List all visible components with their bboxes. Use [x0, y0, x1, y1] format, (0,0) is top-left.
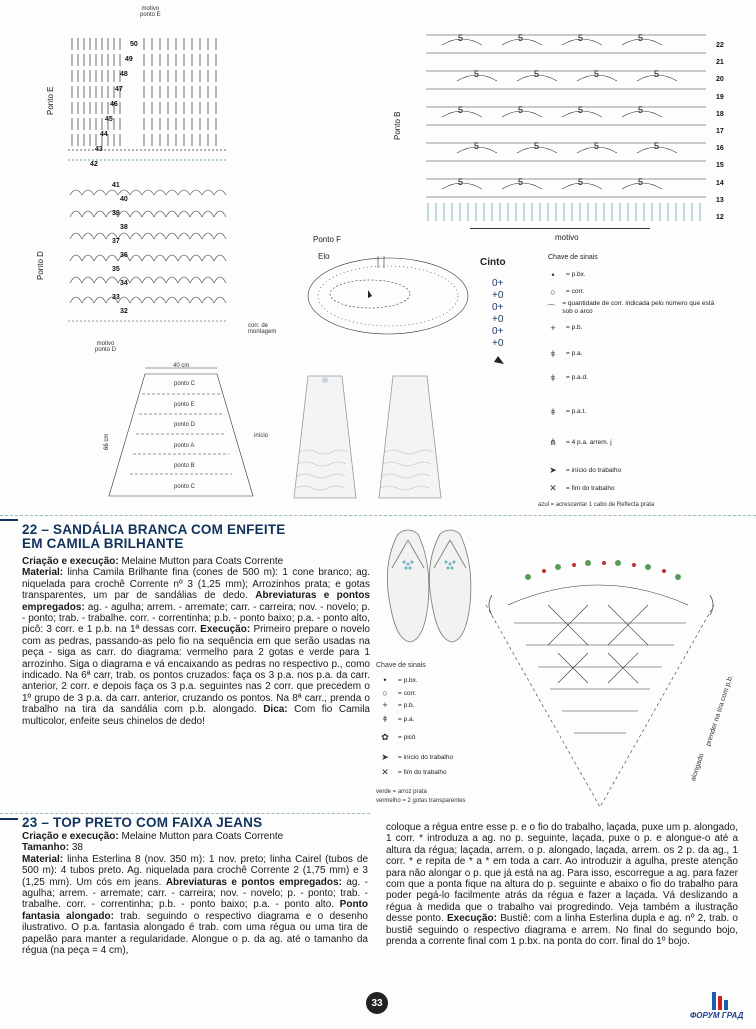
- sec22-legend-red: vermelho = 2 gotas transparentes: [376, 798, 466, 804]
- svg-text:5: 5: [534, 69, 540, 79]
- key-label: = 4 p.a. arrem. j: [566, 438, 612, 446]
- key-symbol-icon: ○: [382, 688, 388, 698]
- sec22-body: [22, 556, 370, 727]
- key-symbol-icon: ⌒: [546, 303, 556, 314]
- key-row: [540, 407, 720, 417]
- section-divider: [0, 515, 756, 516]
- sec23-body-col2: [386, 822, 738, 947]
- svg-text:5: 5: [578, 177, 584, 187]
- key-symbol-icon: ⋔: [549, 437, 557, 447]
- sec22-material: linha Camila Brilhante fina (cones de 500 m): 1 cone branco; ag. niquelada para crochê Corrente nº 3 (1,25 mm); Arrozinhos prata; e gotas transparentes, um par de sandálias de dedo.: [22, 567, 370, 602]
- row-number: 47: [115, 86, 123, 93]
- row-number: 17: [716, 128, 724, 135]
- ponto-f-diagram: [300, 250, 475, 345]
- key-symbol-icon: ǂ: [550, 407, 556, 417]
- key-row: [540, 323, 720, 333]
- svg-text:5: 5: [474, 69, 480, 79]
- sec23-tamanho-label: Tamanho:: [22, 842, 70, 854]
- key-label: = p.a.t.: [566, 408, 587, 415]
- skirt-width: 40 cm: [173, 363, 190, 369]
- sec22-criacao: Melaine Mutton para Coats Corrente: [118, 556, 284, 567]
- key-symbol-icon: +: [550, 323, 556, 333]
- ponto-d-label: Ponto D: [36, 251, 45, 280]
- key-label: = corr.: [398, 689, 417, 697]
- corr-montagem-label: corr. de montagem: [248, 323, 277, 335]
- cinto-label: Cinto: [480, 257, 506, 268]
- svg-text:5: 5: [654, 69, 660, 79]
- sec22-criacao-label: Criação e execução:: [22, 556, 119, 567]
- skirt-band-label: ponto B: [174, 463, 195, 469]
- sec23-body-col1: [22, 831, 368, 956]
- row-number: 13: [716, 196, 724, 204]
- key-label: = p.b.: [566, 324, 583, 331]
- page-number: 33: [366, 992, 388, 1014]
- row-number: 37: [112, 238, 120, 245]
- sec22-legend-green: verde = arroz prata: [376, 789, 427, 795]
- key-row: [540, 483, 720, 494]
- sec22-dica: Com fio Camila multicolor, enfeite seus chinelos de dedo!: [22, 704, 370, 727]
- key-label: = fim do trabalho: [566, 484, 615, 492]
- row-number: 43: [95, 146, 103, 153]
- svg-text:5: 5: [638, 33, 644, 43]
- section-divider-2: [0, 813, 370, 814]
- cinto-diagram: [488, 272, 528, 367]
- key-row: [372, 732, 482, 743]
- key-label: = quantidade de corr. indicada pelo número que está sob o arco: [562, 300, 715, 315]
- key-top-title: Chave de sinais: [548, 254, 598, 261]
- row-number: 36: [120, 252, 128, 259]
- row-number: 19: [716, 93, 724, 101]
- svg-text:5: 5: [578, 105, 584, 115]
- key-label: = início do trabalho: [398, 754, 454, 761]
- key-symbol-icon: ➤: [381, 752, 389, 762]
- sec23-material: linha Esterlina 8 (nov. 350 m): 1 nov. preto; linha Cairel (tubos de 500 m): 4 tubos preto. Ag. niquelada para crochê Corrente 2 (1,75 mm) e 3 (1,25 mm). Um cós em jeans.: [22, 853, 368, 888]
- row-number: 44: [100, 131, 108, 138]
- key-row: [372, 767, 482, 778]
- key-row: [540, 287, 720, 297]
- motivo-ponto-d: motivo ponto D: [95, 341, 117, 353]
- sec23-fantasia-label: Ponto fantasia alongado:: [22, 899, 368, 922]
- skirt-band-label: ponto E: [174, 401, 195, 408]
- watermark-text: ФОРУМ ГРАД: [690, 1011, 744, 1020]
- sec22-exec: Primeiro prepare o novelo com as pedras, passando-as pelo fio na sequência em que serão usadas na peça - siga as carr. do diagrama: vermelho para 2 gotas e verde para 1 arrozinho. Siga o diagrama e vá encaixando as pedras no respectivo p., como indicado. Na 6ª carr, trab. os pontos cruzados: faça os 3 p.a. nos p.a. da carr. anterior, 2 corr. e depois faça os 3 p.a. seguintes nas 2 corr. que precedem o 1º grupo de 3 p.a. da carr. anterior, cruzando os pontos. Na 8ª carr., prenda o trabalho na tira da sandália com p.b. alongado.: [22, 624, 370, 716]
- ponto-b-diagram: [422, 25, 712, 225]
- key-symbol-icon: ➤: [549, 465, 557, 475]
- key-row: [540, 300, 720, 316]
- key-symbol-icon: ǂ: [382, 714, 388, 724]
- sec23-tamanho: 38: [69, 842, 83, 854]
- sec22-accent: [0, 519, 18, 521]
- key-symbol-icon: +: [382, 700, 388, 710]
- key-label: = p.a.: [566, 350, 583, 357]
- ponto-e-label: Ponto E: [46, 86, 55, 115]
- row-number: 39: [112, 210, 120, 217]
- key-label: = p.bx.: [566, 271, 586, 278]
- key-symbol-icon: ○: [550, 287, 556, 297]
- sec23-criacao-label: Criação e execução:: [22, 831, 119, 842]
- key-row: [372, 700, 482, 710]
- sec22-title: 22 – SANDÁLIA BRANCA COM ENFEITE EM CAMILA BRILHANTE: [22, 522, 286, 551]
- svg-text:+0: +0: [492, 314, 504, 325]
- row-number: 34: [120, 280, 128, 287]
- sec22-triangle-diagram: [478, 545, 723, 815]
- row-number: 35: [112, 266, 120, 273]
- svg-text:+0: +0: [492, 290, 504, 301]
- sec22-dica-label: Dica:: [263, 704, 288, 716]
- row-number: 32: [120, 308, 128, 315]
- key-label: = p.a.d.: [566, 374, 588, 381]
- row-number: 38: [120, 224, 128, 231]
- sec23-title: 23 – TOP PRETO COM FAIXA JEANS: [22, 815, 263, 830]
- row-number: 14: [716, 179, 724, 187]
- key-symbol-icon: •: [551, 270, 555, 280]
- ponto-b-motivo: motivo: [555, 233, 579, 242]
- svg-text:+0: +0: [492, 338, 504, 349]
- svg-text:5: 5: [638, 177, 644, 187]
- svg-text:0+: 0+: [492, 302, 504, 313]
- sec23-exec-label: Execução:: [446, 913, 497, 925]
- key-symbol-icon: ✕: [549, 483, 557, 493]
- key-symbol-icon: •: [383, 675, 387, 685]
- key-row: [540, 373, 720, 383]
- sec22-abrev-label: Abreviaturas e pontos empregados:: [22, 590, 370, 613]
- row-number: 18: [716, 110, 724, 118]
- key-row: [540, 465, 720, 476]
- svg-text:5: 5: [534, 141, 540, 151]
- svg-text:5: 5: [474, 141, 480, 151]
- key-row: [372, 675, 482, 685]
- svg-text:5: 5: [578, 33, 584, 43]
- key-label: = início do trabalho: [566, 466, 622, 474]
- watermark-logo: [690, 990, 750, 1024]
- key-label: = p.a.: [398, 715, 415, 723]
- skirt-height: 66 cm: [104, 433, 110, 450]
- row-number: 12: [716, 214, 724, 221]
- ponto-d-diagram: [60, 175, 245, 330]
- row-number: 48: [120, 71, 128, 78]
- row-number: 46: [110, 101, 118, 108]
- sec23-criacao: Melaine Mutton para Coats Corrente: [118, 831, 284, 842]
- key-label: = picô: [398, 734, 416, 741]
- key-row: [540, 349, 720, 359]
- key-label: = p.bx.: [398, 676, 418, 684]
- sandals-illustration: [378, 528, 478, 646]
- row-number: 49: [125, 56, 133, 63]
- sec22-key-title: Chave de sinais: [376, 662, 426, 669]
- key-label: = p.b.: [398, 701, 415, 709]
- ponto-e-diagram: [60, 18, 245, 168]
- ponto-f-label: Ponto F: [313, 235, 342, 244]
- elo-label: Elo: [318, 252, 330, 261]
- ponto-b-label: Ponto B: [393, 111, 402, 140]
- row-number: 45: [105, 116, 113, 123]
- svg-text:5: 5: [594, 69, 600, 79]
- key-symbol-icon: ǂ: [550, 373, 556, 383]
- svg-text:5: 5: [594, 141, 600, 151]
- sec23-abrev: ag. - agulha; arrem. - arremate; carr. - carreira; nov. - novelo; p. - ponto; trab. - trabalhe. corr. - correntinha; p.b. - ponto baixo; p.a. - ponto alto.: [22, 876, 369, 911]
- skirt-band-label: ponto C: [174, 483, 196, 490]
- svg-text:5: 5: [458, 105, 464, 115]
- svg-text:5: 5: [638, 105, 644, 115]
- key-row: [540, 270, 720, 280]
- sec22-abrev: ag. - agulha; arrem. - arremate; carr. - carreira; nov. - novelo; p. - ponto; trab. - trabalhe. corr. - correntinha; p.b. - ponto baixo; p.a. - ponto alto, picô: 3 corr. e 1 p.b. na 1ª dessas corr.: [22, 601, 370, 636]
- key-row: [372, 688, 482, 698]
- key-symbol-icon: ✿: [381, 732, 389, 742]
- sec22-material-label: Material:: [22, 567, 64, 579]
- skirt-band-label: ponto A: [174, 442, 195, 449]
- skirt-inicio: início: [254, 433, 269, 439]
- svg-text:5: 5: [458, 177, 464, 187]
- sec23-abrev-label: Abreviaturas e pontos empregados:: [165, 876, 342, 888]
- sec23-fantasia: trab. seguindo o respectivo diagrama e o desenho ilustrativo. O p.a. fantasia alongado é trab. com uma régua ou uma tira de papelão para manter a regularidade. Alongue o p. da ag. até o tamanho da régua (na peça = 4 cm),: [22, 910, 368, 957]
- sec23-material-label: Material:: [22, 853, 64, 865]
- key-row: [372, 714, 482, 724]
- key-symbol-icon: ǂ: [550, 349, 556, 359]
- key-top-footnote: azul = acrescentar 1 cabo de Reflecta prata: [538, 502, 655, 508]
- sec22-side-note2: alongado: [690, 752, 706, 783]
- skirt-band-label: ponto C: [174, 381, 196, 387]
- motivo-ponto-e: motivo ponto E: [140, 6, 161, 18]
- svg-text:5: 5: [654, 141, 660, 151]
- key-label: = corr.: [566, 288, 585, 295]
- sec22-side-note1: prender na tira com p.b.: [705, 674, 735, 748]
- key-symbol-icon: ✕: [381, 767, 389, 777]
- row-number: 42: [90, 161, 98, 168]
- row-number: 41: [112, 182, 120, 189]
- row-number: 33: [112, 294, 120, 301]
- svg-text:5: 5: [518, 177, 524, 187]
- sec23-accent: [0, 818, 18, 820]
- row-number: 20: [716, 76, 724, 84]
- key-row: [372, 752, 482, 763]
- key-row: [540, 437, 720, 448]
- svg-text:5: 5: [518, 33, 524, 43]
- svg-text:5: 5: [518, 105, 524, 115]
- skirt-illustration-back: [375, 372, 445, 502]
- row-number: 50: [130, 41, 138, 48]
- row-number: 15: [716, 162, 724, 170]
- motivo-bracket: [470, 228, 650, 229]
- key-label: = fim do trabalho: [398, 769, 447, 776]
- skirt-band-label: ponto D: [174, 422, 196, 428]
- svg-text:0+: 0+: [492, 326, 504, 337]
- row-number: 22: [716, 42, 724, 49]
- skirt-illustration-front: [290, 372, 360, 502]
- sec23-exec: Bustiê: com a linha Esterlina dupla e ag. nº 2, trab. o bustiê seguindo o respectivo diagrama e arrem. No final do segundo bojo, prenda a corrente final com 1 p.bx. na ponta do corr. final do 1º bojo.: [386, 913, 738, 948]
- svg-text:5: 5: [458, 33, 464, 43]
- sec22-exec-label: Execução:: [200, 624, 251, 636]
- row-number: 16: [716, 145, 724, 153]
- svg-text:0+: 0+: [492, 278, 504, 289]
- sec23-col2: coloque a régua entre esse p. e o fio do trabalho, laçada, puxe um p. alongado, 1 corr. * introduza a ag. no p. seguinte, laçada, puxe o p. e alongue-o até a altura da régua; laçada, arrem. o p. alongado, laçada, arrem. os 2 p. da ag., 1 corr. * e repita de * a * em toda a carr. Ao introduzir a agulha, preste atenção para não alongar o p. que já está na ag. Para isso, escorregue a ag. para fazer com que a ponta fique na altura do p. seguinte e abaixo o fio do trabalho para poder pegá-lo facilmente atrás da régua e fazer a laçada. Vá deslizando a régua à medida que o trabalho vai progredindo. Veja também a ilustração desse ponto.: [386, 822, 738, 925]
- row-number: 21: [716, 59, 724, 67]
- row-number: 40: [120, 196, 128, 203]
